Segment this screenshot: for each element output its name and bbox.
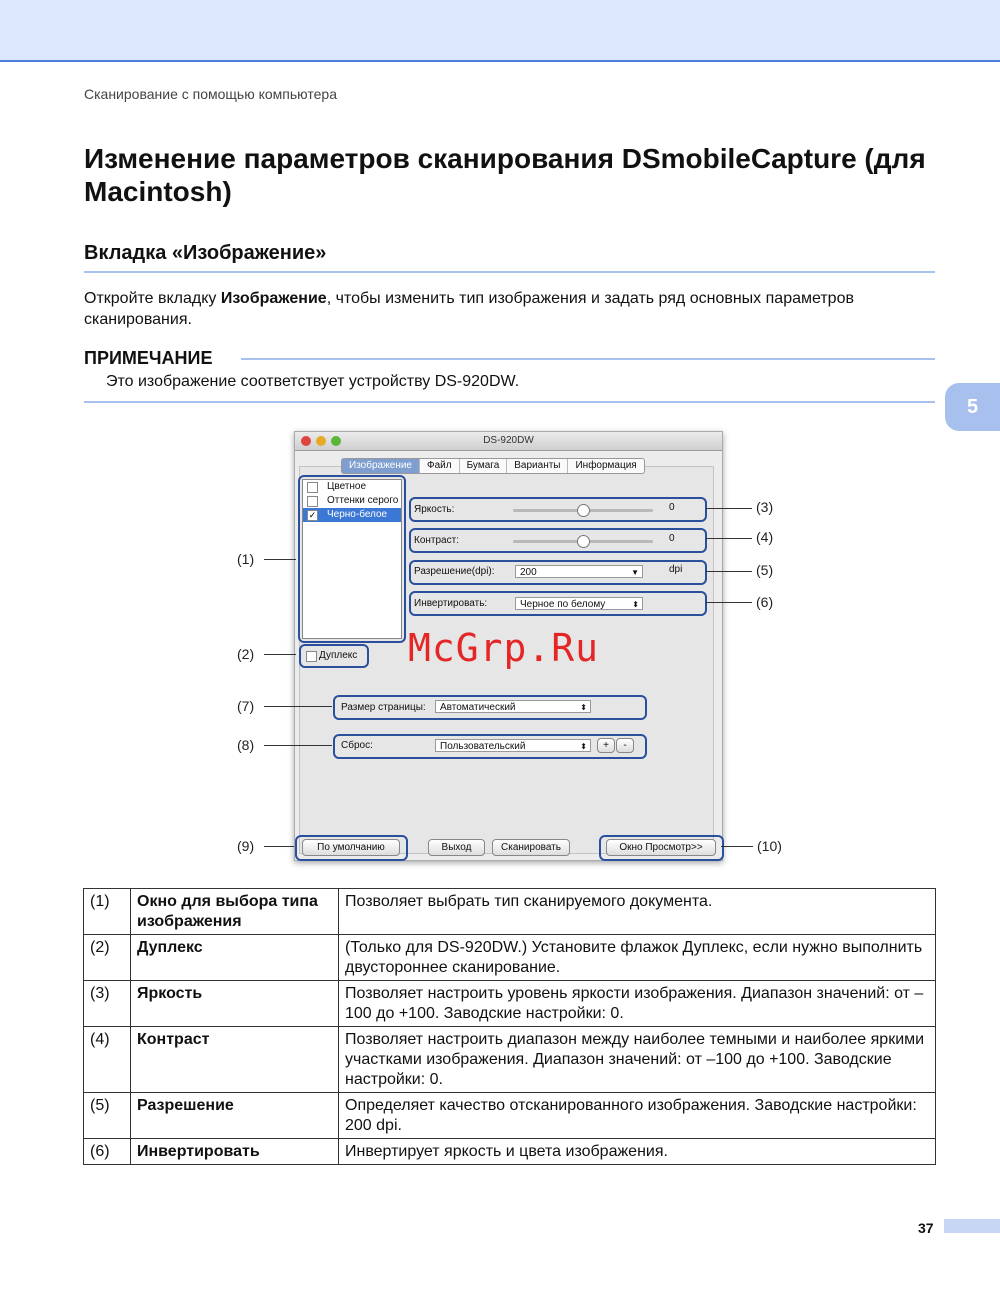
- window-title-bar: [295, 432, 722, 451]
- duplex-checkbox[interactable]: [306, 651, 317, 662]
- section-rule: [84, 271, 935, 273]
- window-title: DS-920DW: [483, 435, 534, 446]
- checkmark-icon[interactable]: ✓: [308, 510, 317, 520]
- page-size-select[interactable]: Автоматический ⬍: [435, 700, 591, 713]
- chevron-down-icon[interactable]: ▼: [631, 568, 639, 577]
- callout-4: (4): [756, 529, 774, 545]
- list-item[interactable]: Оттенки серого: [303, 494, 401, 508]
- note-text: Это изображение соответствует устройству DS-920DW.: [106, 373, 520, 390]
- close-icon[interactable]: [301, 436, 311, 446]
- callout-line: [721, 846, 753, 847]
- callout-line: [264, 745, 332, 746]
- callout-6: (6): [756, 594, 774, 610]
- updown-arrows-icon[interactable]: ⬍: [632, 600, 639, 609]
- callout-7: (7): [237, 698, 255, 714]
- tab-bar: [341, 458, 645, 474]
- note-rule-top: [241, 358, 935, 360]
- checkbox-icon[interactable]: [307, 482, 318, 493]
- table-row: (4) Контраст Позволяет настроить диапазон между наиболее темными и наиболее яркими участками изображения. Диапазон значений: от –100 до +100. Заводские настройки: 0.: [84, 1027, 936, 1093]
- callout-8: (8): [237, 737, 255, 753]
- updown-arrows-icon[interactable]: ⬍: [580, 742, 587, 751]
- callout-2: (2): [237, 646, 255, 662]
- callout-3: (3): [756, 499, 774, 515]
- callout-5: (5): [756, 562, 774, 578]
- reset-add-button[interactable]: +: [597, 738, 615, 753]
- brightness-label: Яркость:: [414, 504, 455, 515]
- reset-remove-button[interactable]: -: [616, 738, 634, 753]
- exit-button[interactable]: Выход: [428, 839, 485, 856]
- breadcrumb: Сканирование с помощью компьютера: [84, 86, 337, 102]
- callout-line: [264, 706, 332, 707]
- contrast-label: Контраст:: [414, 535, 459, 546]
- duplex-label: Дуплекс: [319, 650, 358, 661]
- checkbox-icon[interactable]: [307, 496, 318, 507]
- updown-arrows-icon[interactable]: ⬍: [580, 703, 587, 712]
- tab-paper[interactable]: Бумага: [460, 459, 508, 473]
- tab-image[interactable]: Изображение: [342, 459, 420, 473]
- list-item[interactable]: ✓ Черно-белое: [303, 508, 401, 522]
- callout-1: (1): [237, 551, 255, 567]
- page-number: 37: [918, 1220, 934, 1236]
- table-row: (1) Окно для выбора типа изображения Позволяет выбрать тип сканируемого документа.: [84, 889, 936, 935]
- top-band: [0, 0, 1000, 62]
- note-rule-bottom: [84, 401, 935, 403]
- brightness-value: 0: [669, 502, 675, 513]
- note-heading: ПРИМЕЧАНИЕ: [84, 348, 213, 368]
- callout-9: (9): [237, 838, 255, 854]
- callout-line: [706, 602, 752, 603]
- resolution-combo[interactable]: 200 ▼: [515, 565, 643, 578]
- invert-select[interactable]: Черное по белому ⬍: [515, 597, 643, 610]
- callout-10: (10): [757, 838, 782, 854]
- callout-line: [706, 571, 752, 572]
- minimize-icon[interactable]: [316, 436, 326, 446]
- intro-paragraph: Откройте вкладку Изображение, чтобы изменить тип изображения и задать ряд основных параметров сканирования.: [84, 290, 854, 328]
- callout-line: [706, 508, 752, 509]
- page-size-label: Размер страницы:: [341, 702, 426, 713]
- table-row: (6) Инвертировать Инвертирует яркость и цвета изображения.: [84, 1139, 936, 1165]
- tab-file[interactable]: Файл: [420, 459, 460, 473]
- table-row: (2) Дуплекс (Только для DS-920DW.) Установите флажок Дуплекс, если нужно выполнить двустороннее сканирование.: [84, 935, 936, 981]
- resolution-label: Разрешение(dpi):: [414, 566, 495, 577]
- invert-label: Инвертировать:: [414, 598, 488, 609]
- reset-label: Сброс:: [341, 740, 373, 751]
- scan-button[interactable]: Сканировать: [492, 839, 570, 856]
- reset-select[interactable]: Пользовательский ⬍: [435, 739, 591, 752]
- table-row: (5) Разрешение Определяет качество отсканированного изображения. Заводские настройки: 200 dpi.: [84, 1093, 936, 1139]
- contrast-slider-knob[interactable]: [577, 535, 590, 548]
- list-item[interactable]: Цветное: [303, 480, 401, 494]
- watermark: McGrp.Ru: [408, 626, 600, 670]
- table-row: (3) Яркость Позволяет настроить уровень яркости изображения. Диапазон значений: от –100 до +100. Заводские настройки: 0.: [84, 981, 936, 1027]
- callout-line: [706, 538, 752, 539]
- page-title: Изменение параметров сканирования DSmobileCapture (для Macintosh): [84, 143, 926, 207]
- image-type-list[interactable]: [302, 479, 402, 639]
- zoom-icon[interactable]: [331, 436, 341, 446]
- description-table: [83, 888, 936, 1165]
- page-number-bar: [944, 1219, 1000, 1233]
- tab-options[interactable]: Варианты: [507, 459, 568, 473]
- preview-window-button[interactable]: Окно Просмотр>>: [606, 839, 716, 856]
- chapter-tab[interactable]: 5: [945, 383, 1000, 431]
- tab-info[interactable]: Информация: [575, 460, 637, 471]
- callout-line: [264, 846, 294, 847]
- resolution-unit: dpi: [669, 564, 683, 575]
- default-button[interactable]: По умолчанию: [302, 839, 400, 856]
- contrast-value: 0: [669, 533, 675, 544]
- brightness-slider-knob[interactable]: [577, 504, 590, 517]
- section-heading: Вкладка «Изображение»: [84, 242, 327, 264]
- callout-line: [264, 559, 296, 560]
- callout-line: [264, 654, 296, 655]
